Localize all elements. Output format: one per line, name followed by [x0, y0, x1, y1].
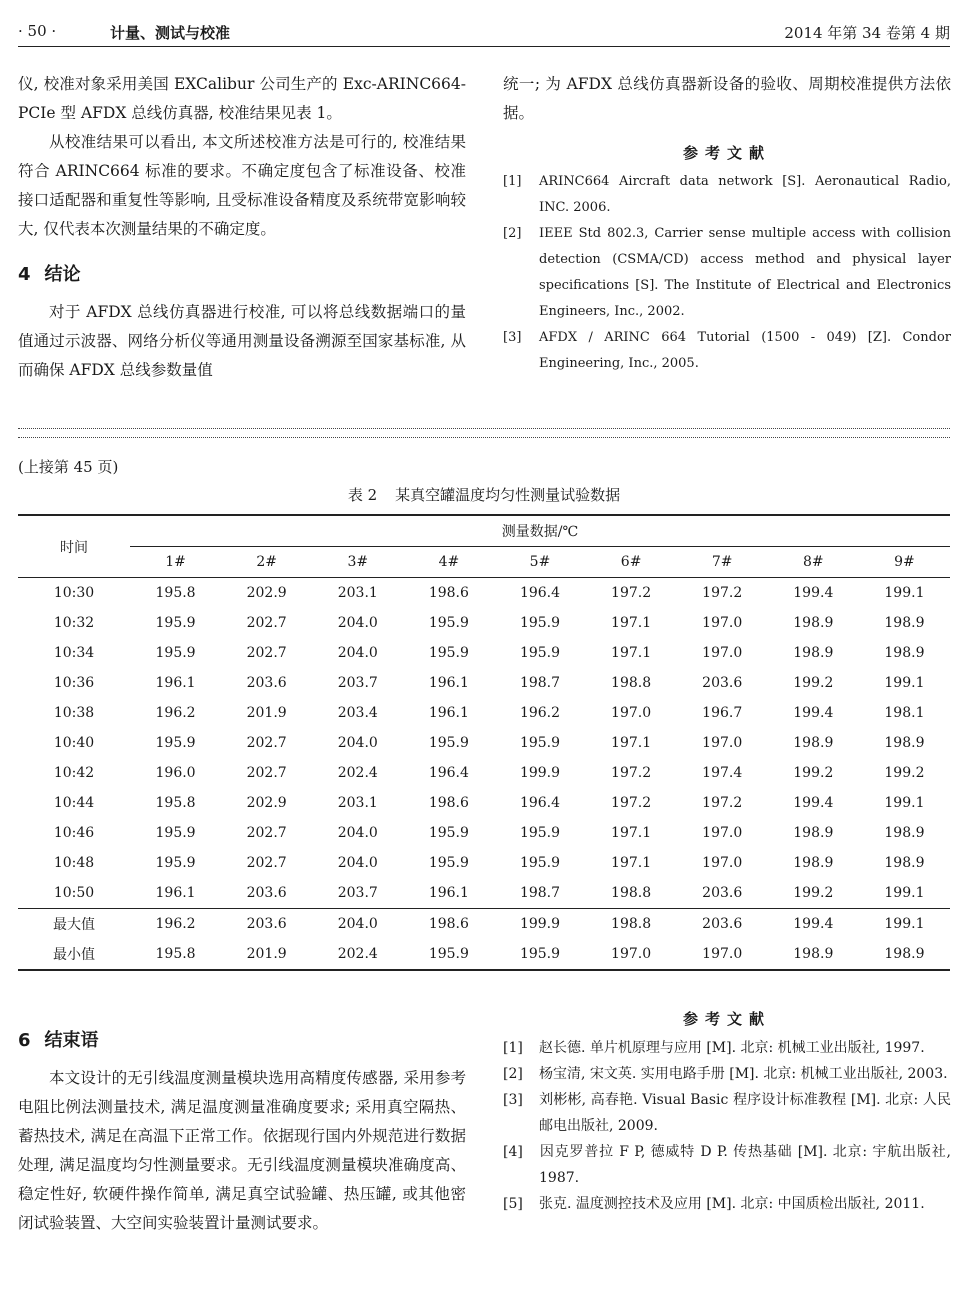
table-cell: 196.4: [428, 765, 469, 781]
table-cell: 195.9: [494, 939, 585, 970]
table-cell: 199.4: [793, 705, 834, 721]
table-caption: [0, 484, 968, 505]
table-cell: 199.4: [793, 795, 834, 811]
table-cell: 198.9: [793, 735, 834, 751]
table-cell: 199.2: [793, 885, 834, 901]
table-cell: 202.7: [246, 825, 287, 841]
table-cell: 199.2: [793, 765, 834, 781]
reference-tag: [3]: [503, 1092, 523, 1108]
column-header-time: 时间: [60, 539, 88, 556]
table-cell: 197.2: [611, 585, 652, 601]
table-cell: 195.9: [428, 645, 469, 661]
table-title: 某真空罐温度均匀性测量试验数据: [395, 486, 621, 504]
table-row: [18, 668, 950, 698]
table-cell: 198.7: [519, 675, 561, 691]
table-cell: 196.0: [155, 765, 196, 781]
column-header-channel: 3#: [347, 554, 369, 570]
table-cell: 195.9: [155, 825, 196, 841]
table-cell: 204.0: [337, 855, 378, 871]
table-cell: 197.0: [702, 615, 743, 631]
table-cell: 202.7: [246, 855, 287, 871]
top-right-column: [503, 70, 951, 377]
table-cell: 199.1: [859, 909, 950, 940]
table-cell: 195.9: [519, 615, 561, 631]
table-cell: 198.9: [884, 735, 925, 751]
table-cell: 203.6: [246, 675, 287, 691]
table-cell: 196.2: [130, 909, 221, 940]
table-cell: 203.1: [337, 795, 378, 811]
table-cell: 195.9: [428, 855, 469, 871]
table-cell: 198.9: [793, 645, 834, 661]
table-cell: 196.1: [155, 885, 196, 901]
table-cell: 202.7: [246, 765, 287, 781]
references-title: 参考文献: [682, 1010, 771, 1028]
table-cell: 197.1: [611, 735, 652, 751]
table-cell: 203.6: [221, 909, 312, 940]
reference-tag: [5]: [503, 1196, 523, 1212]
table-cell: 198.9: [884, 855, 925, 871]
table-cell: 203.7: [337, 885, 378, 901]
bottom-left-column: [18, 1010, 466, 1238]
row-label-cell: 10:36: [53, 675, 95, 691]
row-label-cell: 最小值: [18, 939, 130, 970]
table-cell: 197.0: [677, 939, 768, 970]
table-cell: 199.9: [519, 765, 561, 781]
reference-text: 赵长德. 单片机原理与应用 [M]. 北京: 机械工业出版社, 1997.: [539, 1040, 925, 1056]
reference-tag: [3]: [503, 330, 522, 345]
row-label-cell: 10:30: [53, 585, 95, 601]
table-cell: 198.9: [884, 825, 925, 841]
paragraph: 对于 AFDX 总线仿真器进行校准, 可以将总线数据端口的量值通过示波器、网络分析仪等通用测量设备溯源至国家基标准, 从而确保 AFDX 总线参数量值: [18, 303, 466, 379]
table-row: [18, 788, 950, 818]
row-label-cell: 10:46: [53, 825, 95, 841]
table-cell: 196.7: [702, 705, 743, 721]
page-number: · 50 ·: [18, 22, 57, 40]
table-cell: 202.9: [246, 795, 287, 811]
table-cell: 197.2: [702, 795, 743, 811]
table-cell: 199.9: [494, 909, 585, 940]
table-row: [18, 878, 950, 909]
paragraph: 统一; 为 AFDX 总线仿真器新设备的验收、周期校准提供方法依据。: [503, 75, 951, 122]
table-cell: 199.1: [884, 885, 925, 901]
reference-tag: [4]: [503, 1144, 523, 1160]
table-cell: 198.1: [884, 705, 925, 721]
table-cell: 198.9: [793, 825, 834, 841]
section-heading: [18, 260, 466, 286]
table-cell: 197.1: [611, 855, 652, 871]
column-header-channel: 2#: [256, 554, 277, 570]
table-row: [18, 818, 950, 848]
table-cell: 199.1: [884, 675, 925, 691]
column-header-channel: 7#: [711, 554, 733, 570]
row-label-cell: 10:32: [53, 615, 95, 631]
table-cell: 195.9: [428, 735, 469, 751]
table-cell: 195.9: [519, 735, 561, 751]
table-cell: 195.9: [519, 645, 561, 661]
reference-text: AFDX / ARINC 664 Tutorial (1500 - 049) [Z]. Condor Engineering, Inc., 2005.: [539, 330, 951, 371]
row-label-cell: 10:34: [53, 645, 95, 661]
row-label-cell: 10:50: [53, 885, 95, 901]
reference-text: 因克罗普拉 F P, 德威特 D P. 传热基础 [M]. 北京: 宇航出版社, 1987.: [539, 1144, 951, 1186]
reference-item: [503, 1191, 951, 1217]
section-number: 4: [18, 264, 31, 285]
column-header-channel: 4#: [438, 554, 460, 570]
section-title: 结论: [44, 264, 81, 285]
references-title: 参考文献: [682, 144, 771, 162]
table-cell: 195.9: [403, 939, 494, 970]
table-cell: 198.9: [768, 939, 859, 970]
table-row: [18, 578, 950, 609]
table-cell: 198.8: [586, 909, 677, 940]
table-cell: 202.9: [246, 585, 287, 601]
table-cell: 196.2: [519, 705, 561, 721]
reference-item: [503, 169, 951, 221]
table-cell: 197.0: [702, 735, 743, 751]
table-cell: 198.9: [884, 645, 925, 661]
table-cell: 196.1: [428, 675, 469, 691]
table-cell: 199.4: [768, 909, 859, 940]
table-cell: 195.9: [519, 825, 561, 841]
table-cell: 198.9: [793, 855, 834, 871]
table-cell: 198.9: [884, 615, 925, 631]
page-header: [18, 20, 950, 47]
section-heading: [18, 1026, 466, 1052]
table-cell: 197.2: [611, 765, 652, 781]
table-cell: 197.4: [702, 765, 743, 781]
table-cell: 204.0: [337, 615, 378, 631]
table-cell: 195.8: [155, 585, 196, 601]
table-cell: 199.2: [793, 675, 834, 691]
table-cell: 198.7: [519, 885, 561, 901]
table-cell: 203.6: [702, 885, 743, 901]
table-cell: 195.9: [155, 645, 196, 661]
table-cell: 195.9: [155, 855, 196, 871]
reference-item: [503, 1087, 951, 1139]
table-cell: 199.4: [793, 585, 834, 601]
table-cell: 197.2: [611, 795, 652, 811]
paragraph: 本文设计的无引线温度测量模块选用高精度传感器, 采用参考电阻比例法测量技术, 满足温度测量准确度要求; 采用真空隔热、蓄热技术, 满足在高温下正常工作。依据现行国内外规范进行数据处理, 满足温度均匀性测量要求。无引线温度测量模块准确度高、稳定性好, 软硬件操作简单, 满足真空试验罐、热压罐, 或其他密闭试验装置、大空间实验装置计量测试要求。: [18, 1069, 466, 1232]
row-label-cell: 10:42: [53, 765, 95, 781]
column-header-channel: 8#: [803, 554, 824, 570]
table-cell: 196.4: [519, 585, 561, 601]
table-cell: 195.9: [519, 855, 561, 871]
table-cell: 198.8: [611, 675, 652, 691]
journal-name: 计量、测试与校准: [110, 24, 231, 42]
reference-item: [503, 1139, 951, 1191]
table-cell: 196.4: [519, 795, 561, 811]
column-header-channel: 5#: [529, 554, 551, 570]
table-row: [18, 698, 950, 728]
row-label-cell: 10:40: [53, 735, 95, 751]
reference-text: 刘彬彬, 高春艳. Visual Basic 程序设计标准教程 [M]. 北京: 人民邮电出版社, 2009.: [539, 1092, 951, 1134]
table-row: [18, 638, 950, 668]
table-cell: 202.4: [312, 939, 403, 970]
table-cell: 197.1: [611, 645, 652, 661]
table-cell: 197.2: [702, 585, 743, 601]
table-cell: 197.1: [611, 825, 652, 841]
reference-text: 张克. 温度测控技术及应用 [M]. 北京: 中国质检出版社, 2011.: [539, 1196, 925, 1212]
table-cell: 202.4: [337, 765, 378, 781]
reference-tag: [2]: [503, 1066, 523, 1082]
section-title: 结束语: [44, 1030, 99, 1051]
table-cell: 196.2: [155, 705, 196, 721]
table-cell: 199.2: [884, 765, 925, 781]
table-cell: 195.9: [155, 735, 196, 751]
table-cell: 198.8: [611, 885, 652, 901]
paragraph: 从校准结果可以看出, 本文所述校准方法是可行的, 校准结果符合 ARINC664 标准的要求。不确定度包含了标准设备、校准接口适配器和重复性等影响, 且受标准设备精度及系统带宽影响较大, 仅代表本次测量结果的不确定度。: [18, 133, 466, 238]
table-cell: 204.0: [337, 645, 378, 661]
table-row: [18, 848, 950, 878]
reference-list: [503, 169, 951, 377]
table-cell: 195.9: [428, 615, 469, 631]
reference-tag: [2]: [503, 226, 522, 241]
table-cell: 201.9: [246, 705, 287, 721]
reference-tag: [1]: [503, 174, 522, 189]
table-cell: 197.0: [702, 855, 743, 871]
table-cell: 196.1: [155, 675, 196, 691]
bottom-right-column: [503, 994, 951, 1217]
table-row: [18, 608, 950, 638]
table-cell: 195.9: [428, 825, 469, 841]
row-label-cell: 10:48: [53, 855, 95, 871]
table-cell: 198.6: [428, 795, 469, 811]
table-cell: 203.7: [337, 675, 378, 691]
table-cell: 197.1: [611, 615, 652, 631]
paragraph: 仪, 校准对象采用美国 EXCalibur 公司生产的 Exc-ARINC664-PCIe 型 AFDX 总线仿真器, 校准结果见表 1。: [18, 75, 466, 122]
row-label-cell: 10:38: [53, 705, 95, 721]
issue-info: 2014 年第 34 卷第 4 期: [784, 24, 950, 42]
table-cell: 204.0: [337, 825, 378, 841]
reference-item: [503, 1035, 951, 1061]
reference-item: [503, 221, 951, 325]
top-left-column: [18, 70, 466, 385]
stats-row: [18, 939, 950, 970]
row-label-cell: 最大值: [18, 909, 130, 940]
table-cell: 202.7: [246, 615, 287, 631]
column-header-channel: 1#: [165, 554, 186, 570]
table-cell: 198.9: [859, 939, 950, 970]
table-cell: 197.0: [611, 705, 652, 721]
column-header-channel: 9#: [894, 554, 915, 570]
table-cell: 195.8: [130, 939, 221, 970]
table-cell: 202.7: [246, 735, 287, 751]
table-cell: 204.0: [312, 909, 403, 940]
reference-list: [503, 1035, 951, 1217]
continued-note: (上接第 45 页): [18, 458, 119, 476]
table-cell: 204.0: [337, 735, 378, 751]
reference-text: ARINC664 Aircraft data network [S]. Aeronautical Radio, INC. 2006.: [539, 174, 951, 215]
table-cell: 203.6: [677, 909, 768, 940]
table-cell: 201.9: [221, 939, 312, 970]
table-cell: 196.1: [428, 885, 469, 901]
reference-tag: [1]: [503, 1040, 523, 1056]
stats-row: [18, 909, 950, 940]
table-cell: 197.0: [586, 939, 677, 970]
table-cell: 195.8: [155, 795, 196, 811]
reference-text: IEEE Std 802.3, Carrier sense multiple access with collision detection (CSMA/CD) access method and physical layer specifications [S]. The Institute of Electrical and Electronics Engineers, Inc., 2002.: [539, 226, 951, 319]
table-row: [18, 728, 950, 758]
table-cell: 198.6: [428, 585, 469, 601]
table-row: [18, 758, 950, 788]
reference-item: [503, 325, 951, 377]
table-cell: 203.6: [702, 675, 743, 691]
table-cell: 199.1: [884, 585, 925, 601]
table-cell: 195.9: [155, 615, 196, 631]
table-cell: 197.0: [702, 825, 743, 841]
table-cell: 198.9: [793, 615, 834, 631]
table-cell: 199.1: [884, 795, 925, 811]
row-label-cell: 10:44: [53, 795, 95, 811]
data-table: [18, 514, 950, 971]
table-cell: 203.4: [337, 705, 378, 721]
table-cell: 197.0: [702, 645, 743, 661]
table-cell: 198.6: [403, 909, 494, 940]
table-cell: 203.6: [246, 885, 287, 901]
section-divider: [18, 428, 950, 438]
column-header-channel: 6#: [620, 554, 642, 570]
table-number: 表 2: [347, 486, 378, 504]
table-cell: 203.1: [337, 585, 378, 601]
reference-item: [503, 1061, 951, 1087]
column-group-header: 测量数据/℃: [130, 515, 950, 547]
table-cell: 196.1: [428, 705, 469, 721]
section-number: 6: [18, 1030, 31, 1051]
reference-text: 杨宝清, 宋文英. 实用电路手册 [M]. 北京: 机械工业出版社, 2003.: [539, 1066, 948, 1082]
table-cell: 202.7: [246, 645, 287, 661]
